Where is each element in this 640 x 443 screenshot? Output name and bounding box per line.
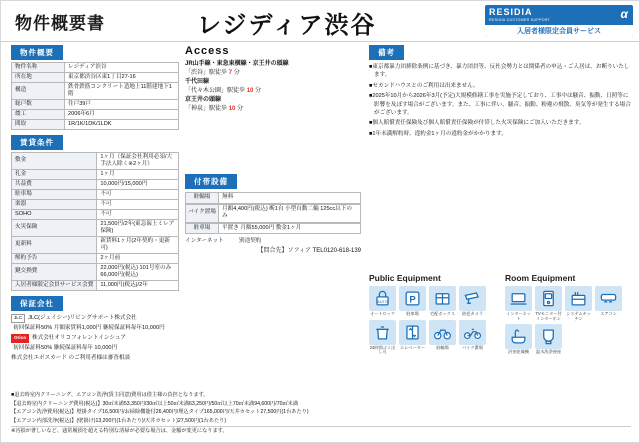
trash-room-icon [369,320,396,345]
equipment-item [535,324,562,355]
access-walk-unit-0: 分 [233,70,240,76]
equipment-item [595,286,622,321]
equipment-item [399,286,426,317]
terms-label: 楽器 [12,199,97,209]
middle-column [185,45,361,254]
terms-label: 敷金 [12,152,97,169]
overview-value: 2006年6月 [65,109,179,119]
guarantee-company-1 [11,314,179,323]
guarantee-company-2-text: 株式会社オリコフォレントインシュア [32,335,127,342]
footer-line: 【エアコン内部洗浄(税込)】(壁掛け)13,200円(1台あたり)/天井カセット)27,500円(1台あたり) [11,417,227,424]
terms-value: 不可 [97,209,179,219]
footer-notes [11,392,631,437]
access-walk-min-2: 10 [228,106,236,112]
facility-label: 駐輪場 [185,192,219,204]
bicycle-parking-icon [429,320,456,345]
equipment-caption: 駐輪場 [436,344,449,350]
terms-value: 1ヶ月 [97,169,179,179]
section-title-notes: 備考 [369,45,404,60]
brand-subtitle: RESIDIA CUSTOMER SUPPORT [489,18,551,22]
brand-alpha-mark: α [620,7,628,21]
terms-value: 2ヶ月前 [97,253,179,263]
terms-value: 不可 [97,189,179,199]
facility-value: 平置き 月額55,000円 敷金1ヶ月 [219,223,361,235]
guarantee-company-2 [11,334,179,343]
access-walk-unit-2: 分 [237,106,244,112]
public-equipment-title: Public Equipment [369,273,441,283]
note-item: ■1年未満解約時、違約金1ヶ月の違約金がかかります。 [369,130,507,137]
access-walk-min-0: 7 [228,70,233,76]
guarantee-company-2-fee: 初回保証料50% 継続保証料毎年 10,000円 [13,344,118,351]
property-name-title: レジディア渋谷 [197,12,377,39]
document-header [1,1,639,42]
note-item: ■東京都暴力団排除条例に基づき、暴力団員等、反社会勢力とは関係者の申込・ご入居は、お断りいたします。 [369,64,630,79]
equipment-item [505,324,532,355]
terms-value: 1ヶ月（保証会社利用必須/大手法人除く※2ヶ月） [97,152,179,169]
terms-label: 解約予告 [12,253,97,263]
equipment-item [535,286,562,321]
delivery-box-icon [429,286,456,311]
auto-lock-icon [369,286,396,311]
overview-value: 1R/1K/1DK/1LDK [65,119,179,129]
equipment-item [369,320,396,355]
security-camera-icon [459,286,486,311]
equipment-item [459,286,486,317]
room-equipment-title: Room Equipment [505,273,576,283]
internet-contact: 【問合先】ソフィア TEL0120-618-139 [257,248,361,255]
overview-value: 住戸39戸 [65,99,179,109]
terms-label: 共益費 [12,179,97,189]
overview-label: 間取 [12,119,65,129]
terms-label: 火災保険 [12,219,97,236]
terms-label: 礼金 [12,169,97,179]
motorbike-parking-icon [459,320,486,345]
internet-icon [505,286,532,311]
facility-value: 無料 [219,192,361,204]
terms-value: 不可 [97,199,179,209]
footer-line: 【エアコン洗浄費用(税込)】壁掛タイプ16,500円/お掃除機能付26,400円/埋込タイプ165,000円/天井カセット27,500円(1台あたり) [11,409,309,416]
equipment-item [369,286,396,317]
overview-label: 所在地 [12,72,65,82]
terms-value: 21,500円/2年(東急海上ミレア保険) [97,219,179,236]
equipment-item [505,286,532,321]
room-equipment-grid [505,286,633,355]
air-conditioner-icon [595,286,622,311]
table-row [12,280,179,290]
guarantee-epos-note: 株式会社エポスカード のご利用者様は審査相談 [11,355,131,362]
equipment-caption: インターネット [506,311,531,321]
overview-value: レジディア渋谷 [65,63,179,73]
terms-label: 駐車場 [12,189,97,199]
table-row [12,219,179,236]
equipment-caption: 防犯カメラ [462,311,483,316]
bath-dryer-icon [505,324,532,349]
svg-text:AUTO: AUTO [377,298,388,304]
equipment-item [459,320,486,355]
overview-table [11,62,179,130]
access-line-station [185,69,361,78]
facilities-block [185,192,361,254]
table-row [12,179,179,189]
brand-name: RESIDIA [489,7,533,17]
internet-value: 別途契約 [239,238,262,245]
washlet-icon [535,324,562,349]
right-column [369,45,633,140]
overview-value: 鉄骨鉄筋コンクリート造地上11階建地下1階 [65,82,179,99]
footer-line: 【退去時室内クリーニング費用(税込)】30㎡未満53,350円/30㎡以上50㎡未満63,250円/50㎡以上70㎡未満94,600円/70㎡未満 [11,400,299,407]
section-title-overview: 物件概要 [11,45,63,60]
guarantee-block [11,314,179,363]
table-row [12,169,179,179]
table-row [12,253,179,263]
equipment-item [429,320,456,355]
system-kitchen-icon [565,286,592,311]
note-item: ■2025年10月から2026年3月(予定)大規模修繕工事を実施予定しており、工事中は騒音、振動、日照等に影響を及ぼす場合がございます。また、工事に伴い、騒音、振動、粉塵の飛散、臭気等が発生する場合がございます。 [369,93,631,116]
equipment-caption: 24時間ゴミ出し可 [369,344,396,355]
brand-logo-box [485,5,633,37]
svg-text:P: P [409,294,416,306]
terms-table-wrap [11,152,179,291]
equipment-item [399,320,426,355]
overview-label: 物件名称 [12,63,65,73]
table-row [12,152,179,169]
access-block [185,60,361,114]
facility-label: 駐車場 [185,223,219,235]
terms-label: 更新料 [12,236,97,253]
public-equipment-grid [369,286,497,355]
terms-label: 入居者様限定会員サービス会費 [12,280,97,290]
facility-row [185,192,361,204]
equipment-caption: 宅配ボックス [429,311,456,316]
table-row [12,72,179,82]
access-line-head: JR山手線・東急東横線・京王井の頭線 [185,61,289,67]
equipment-item [565,286,592,321]
equipment-caption: 駐車場 [406,311,419,316]
tv-intercom-icon [535,286,562,311]
equipment-caption: システムキッチン [566,311,591,321]
overview-label: 構造 [12,82,65,99]
table-row [12,109,179,119]
brand-member-service-label: 入居者様限定会員サービス [485,25,633,37]
note-item: ■個人賠償責任保険及び個人賠償責任保険が付帯した火災保険にご加入いただきます。 [369,120,585,127]
section-title-guarantee: 保証会社 [11,296,63,311]
access-line-station [185,87,361,96]
access-line-head: 京王井の頭線 [185,97,222,103]
jlc-logo: JLC [11,314,25,323]
elevator-icon [399,320,426,345]
overview-label: 竣工 [12,109,65,119]
equipment-caption: TVモニター付インターホン [535,311,562,321]
equipment-caption: 浴室乾燥機 [508,349,529,355]
room-equipment-section [505,273,633,355]
terms-value: 10,000円/15,000円 [97,179,179,189]
guarantee-company-1-text: JLC(ジェイシー)リビングサポート株式会社 [28,314,137,321]
table-row [12,236,179,253]
equipment-caption: エアコン [600,311,617,316]
equipment-caption: エレベーター [399,344,426,350]
access-walk-unit-1: 分 [255,88,262,94]
access-line-station [185,105,361,114]
table-row [12,119,179,129]
facility-value: 月額4,400円(税込) 断1台 小型自動二輪 125cc以下のみ [219,204,361,223]
access-station-1: 「代々木公園」駅徒歩 [185,88,246,94]
equipment-item [429,286,456,317]
guarantee-company-1-fee: 初回保証料50% 月額家賃料1,000円 継続保証料毎年10,000円 [13,324,165,331]
table-row [12,82,179,99]
left-column [11,45,179,363]
table-row [12,199,179,209]
terms-value: 新賃料1ヶ月(2年契約・更新可) [97,236,179,253]
facility-row [185,204,361,223]
overview-value: 東京都渋谷区東1丁目27-16 [65,72,179,82]
equipment-caption: バイク置場 [462,344,483,350]
section-title-terms: 賃貸条件 [11,135,63,150]
table-row [12,209,179,219]
access-walk-min-1: 10 [246,88,254,94]
equipment-caption: オートロック [369,311,396,316]
footer-line: ※汚損が著しいなど、通常履損を超える特別な清掃が必要な場合は、金額が変更になります。 [11,426,631,436]
notes-list [369,63,633,138]
terms-table [11,152,179,291]
document-title: 物件概要書 [15,14,105,33]
table-row [12,263,179,280]
equipment-caption: 温水洗浄便座 [535,349,562,355]
internet-row [185,236,361,244]
access-station-2: 「神泉」駅徒歩 [185,106,228,112]
table-row [12,189,179,199]
orico-logo: Orico [11,334,29,343]
access-line-head: 千代田線 [185,79,210,85]
terms-label: 鍵交換費 [12,263,97,280]
overview-table-wrap [11,62,179,130]
facility-row [185,223,361,235]
overview-label: 総戸数 [12,99,65,109]
note-item: ■セカンドハウスとのご利用は出来ません。 [369,82,479,89]
facility-label: バイク置場 [185,204,219,223]
brand-top [485,5,633,22]
table-row [12,99,179,109]
section-title-access: Access [185,45,230,57]
terms-value: 11,000円(税込)/2年 [97,280,179,290]
terms-value: 22,000円(税込) 101号室のみ66,000円(税込) [97,263,179,280]
table-row [12,63,179,73]
internet-label: インターネット [185,238,224,245]
parking-icon [399,286,426,311]
public-equipment-section [369,273,497,355]
footer-line: ■退去時室内クリーニング、エアコン洗浄(賃主同意)費用は借主様の負担となります。 [11,392,209,399]
terms-label: SOHO [12,209,97,219]
section-title-facilities: 付帯設備 [185,174,237,189]
access-station-0: 「渋谷」駅徒歩 [185,70,228,76]
